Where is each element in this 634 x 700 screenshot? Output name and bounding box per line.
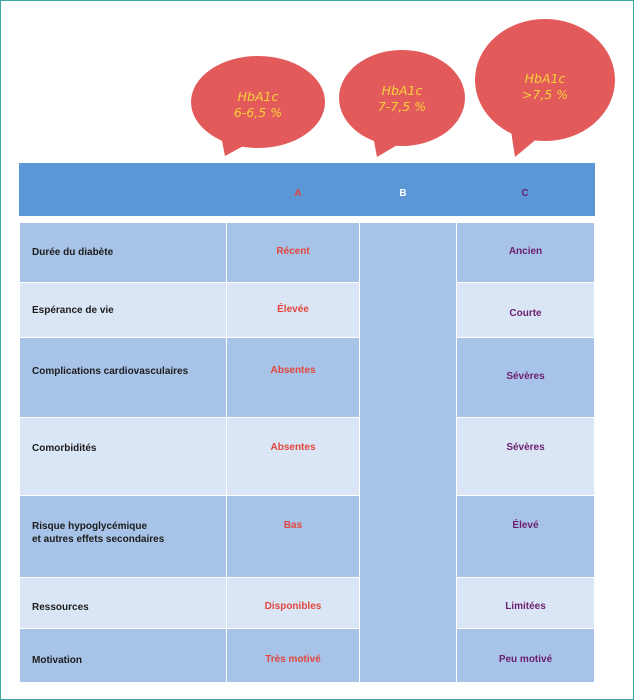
table-cell-a xyxy=(226,628,360,683)
column-header-b: B xyxy=(399,188,407,199)
cell-a-text: Récent xyxy=(276,246,310,257)
bubble-c-text xyxy=(475,71,615,103)
column-header-c: C xyxy=(521,188,529,199)
cell-c-text: Sévères xyxy=(506,442,545,453)
table-cell-a xyxy=(226,282,360,338)
bubble-b xyxy=(339,50,465,157)
cell-c-text: Ancien xyxy=(508,246,543,257)
bubble-a-text xyxy=(191,89,325,121)
table-cell-a xyxy=(226,337,360,418)
column-b-merged-cell xyxy=(359,222,457,683)
table-row-label xyxy=(19,577,227,629)
bubble-a xyxy=(191,56,325,156)
table-cell-a xyxy=(226,495,360,578)
row-label-text: Risque hypoglycémique xyxy=(32,521,148,532)
table-row-label xyxy=(19,628,227,683)
column-header-a: A xyxy=(294,188,302,199)
table-cell-a xyxy=(226,577,360,629)
table-cell-c xyxy=(456,337,595,418)
cell-c-text: Sévères xyxy=(506,371,545,382)
row-label-text: Motivation xyxy=(32,655,82,666)
table-row-label xyxy=(19,337,227,418)
cell-a-text: Absentes xyxy=(270,365,316,376)
bubble-c xyxy=(475,19,615,157)
row-label-text: Ressources xyxy=(32,602,89,613)
bubble-a-line1: HbA1c xyxy=(237,89,279,104)
table-cell-c xyxy=(456,282,595,338)
bubble-b-text xyxy=(339,83,465,115)
bubble-b-line2: 7-7,5 % xyxy=(377,99,427,114)
table-cell-c xyxy=(456,628,595,683)
table-cell-c xyxy=(456,577,595,629)
cell-c-text: Peu motivé xyxy=(498,654,553,665)
bubble-c-line2: >7,5 % xyxy=(521,87,569,102)
cell-c-text: Limitées xyxy=(505,601,546,612)
table-cell-c xyxy=(456,222,595,283)
table-row-label xyxy=(19,495,227,578)
table-row-label xyxy=(19,417,227,496)
cell-c-text: Élevé xyxy=(512,520,539,531)
cell-a-text: Très motivé xyxy=(265,654,321,665)
row-label-text: Complications cardiovasculaires xyxy=(32,366,189,377)
table-cell-c xyxy=(456,417,595,496)
row-label-text: Comorbidités xyxy=(32,443,97,454)
bubble-b-line1: HbA1c xyxy=(381,83,423,98)
table-cell-a xyxy=(226,417,360,496)
row-label-text: Espérance de vie xyxy=(32,305,114,316)
bubble-a-line2: 6-6,5 % xyxy=(233,105,283,120)
table-row-label xyxy=(19,282,227,338)
table-row-label xyxy=(19,222,227,283)
row-label-text: et autres effets secondaires xyxy=(32,534,165,545)
cell-a-text: Disponibles xyxy=(264,601,322,612)
table-cell-c xyxy=(456,495,595,578)
cell-a-text: Élevée xyxy=(277,304,309,315)
cell-a-text: Absentes xyxy=(270,442,316,453)
bubble-c-line1: HbA1c xyxy=(524,71,566,86)
cell-c-text: Courte xyxy=(509,308,542,319)
cell-a-text: Bas xyxy=(283,520,303,531)
row-label-text: Durée du diabète xyxy=(32,247,114,258)
table-cell-a xyxy=(226,222,360,283)
